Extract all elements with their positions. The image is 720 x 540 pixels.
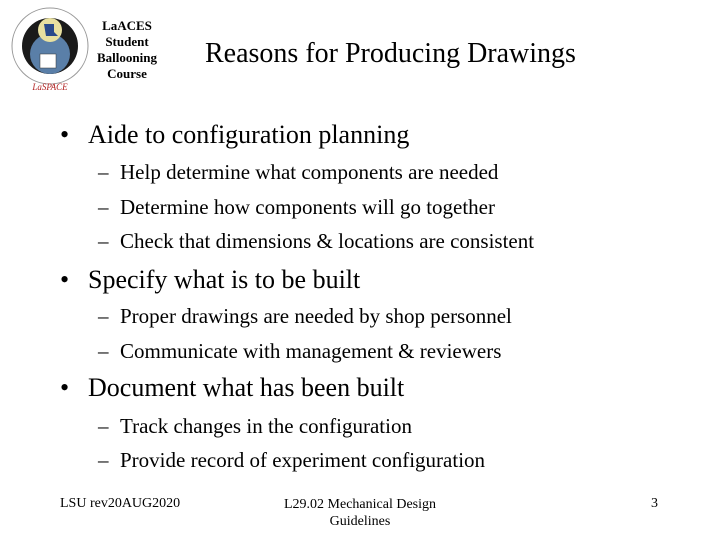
- sub-bullet-text: Check that dimensions & locations are consistent: [120, 229, 535, 253]
- bullet-text: Document what has been built: [88, 373, 405, 402]
- bullet: • Document what has been built: [60, 373, 405, 402]
- footer-center-line: L29.02 Mechanical Design: [283, 497, 436, 512]
- bullet: • Aide to configuration planning: [60, 120, 410, 149]
- sub-bullet: – Check that dimensions & locations are consistent: [98, 229, 535, 253]
- sub-bullet-text: Communicate with management & reviewers: [120, 339, 502, 363]
- course-name: [92, 18, 162, 82]
- logo-line: LaACES: [102, 18, 152, 33]
- sub-bullet-text: Provide record of experiment configuration: [120, 448, 486, 472]
- logo-line: Ballooning: [97, 50, 157, 65]
- footer-center: [260, 496, 460, 530]
- footer-left: LSU rev20AUG2020: [60, 496, 181, 511]
- sub-bullet-text: Determine how components will go together: [120, 195, 495, 219]
- sub-bullet-text: Track changes in the configuration: [120, 414, 412, 438]
- sub-bullet: – Communicate with management & reviewers: [98, 339, 502, 363]
- sub-bullet: – Provide record of experiment configuration: [98, 448, 486, 472]
- slide-title: Reasons for Producing Drawings: [205, 38, 576, 69]
- sub-bullet: – Help determine what components are needed: [98, 160, 499, 184]
- bullet: • Specify what is to be built: [60, 265, 361, 294]
- logo-line: Student: [105, 34, 149, 49]
- sub-bullet-text: Help determine what components are needed: [120, 160, 499, 184]
- bullet-text: Aide to configuration planning: [88, 120, 410, 149]
- page-number: 3: [651, 496, 658, 511]
- sub-bullet: – Track changes in the configuration: [98, 414, 412, 438]
- svg-text:LaSPACE: LaSPACE: [32, 82, 68, 92]
- bullet-text: Specify what is to be built: [88, 265, 361, 294]
- laspace-logo: [10, 6, 90, 92]
- sub-bullet: – Proper drawings are needed by shop personnel: [98, 304, 512, 328]
- sub-bullet-text: Proper drawings are needed by shop personnel: [120, 304, 512, 328]
- footer-center-line: Guidelines: [329, 514, 391, 529]
- logo-line: Course: [107, 66, 147, 81]
- sub-bullet: – Determine how components will go together: [98, 195, 495, 219]
